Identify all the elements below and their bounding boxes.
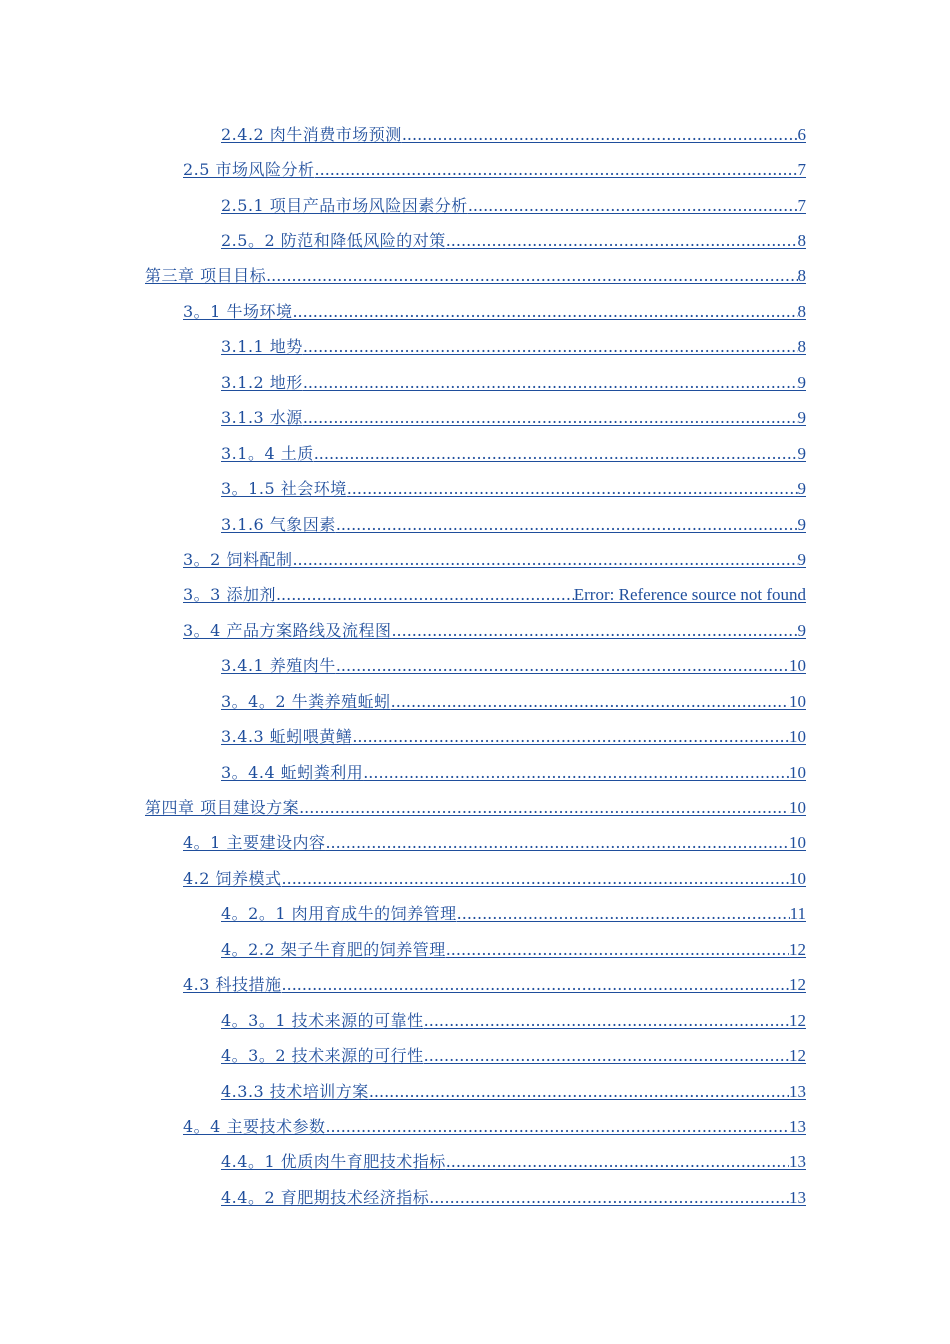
toc-entry xyxy=(0,1180,950,1215)
toc-dot-leader xyxy=(325,1117,789,1137)
toc-entry-link[interactable] xyxy=(221,444,806,464)
toc-entry-page-number: 9 xyxy=(797,443,806,463)
toc-entry-title: 3。2 饲料配制 xyxy=(183,549,293,569)
toc-entry-link[interactable] xyxy=(183,1117,806,1137)
toc-entry xyxy=(0,294,950,329)
toc-entry-link[interactable] xyxy=(221,125,806,145)
toc-entry-page-number: 12 xyxy=(789,1010,806,1030)
toc-entry-page-number: 10 xyxy=(789,833,806,853)
toc-entry-link[interactable] xyxy=(221,727,806,747)
toc-entry-page-number: 9 xyxy=(797,620,806,640)
toc-entry-link[interactable] xyxy=(145,798,806,818)
toc-entry-title: 4.4。2 育肥期技术经济指标 xyxy=(221,1187,430,1207)
toc-entry-page-number: 12 xyxy=(789,1046,806,1066)
toc-entry-page-number: 8 xyxy=(797,266,806,286)
toc-entry xyxy=(0,259,950,294)
toc-entry xyxy=(0,223,950,258)
toc-entry xyxy=(0,1109,950,1144)
toc-entry-title: 第四章 项目建设方案 xyxy=(145,798,300,818)
toc-entry-title: 3.1.2 地形 xyxy=(221,372,303,392)
toc-entry-title: 4。3。1 技术来源的可靠性 xyxy=(221,1010,424,1030)
toc-dot-leader xyxy=(446,231,798,251)
toc-entry xyxy=(0,790,950,825)
toc-entry-page-number: 11 xyxy=(789,904,806,924)
toc-entry xyxy=(0,719,950,754)
table-of-contents xyxy=(0,117,950,1216)
toc-dot-leader xyxy=(446,1152,789,1172)
toc-entry-title: 2.5 市场风险分析 xyxy=(183,160,315,180)
toc-entry-title: 3。4。2 牛粪养殖蚯蚓 xyxy=(221,691,391,711)
toc-entry-title: 第三章 项目目标 xyxy=(145,266,267,286)
toc-entry xyxy=(0,897,950,932)
toc-dot-leader xyxy=(336,656,789,676)
toc-dot-leader xyxy=(299,798,789,818)
toc-entry-link[interactable] xyxy=(183,833,806,853)
toc-entry-link[interactable] xyxy=(221,692,806,712)
toc-entry-page-number: 9 xyxy=(797,549,806,569)
toc-entry-page-number: 7 xyxy=(797,195,806,215)
toc-entry-title: 4。2.2 架子牛育肥的饲养管理 xyxy=(221,939,446,959)
toc-entry-title: 4.3 科技措施 xyxy=(183,975,282,995)
toc-dot-leader xyxy=(429,1188,789,1208)
toc-dot-leader xyxy=(303,337,798,357)
toc-entry-page-number: 9 xyxy=(797,479,806,499)
toc-entry-link[interactable] xyxy=(183,621,806,641)
toc-entry xyxy=(0,401,950,436)
toc-entry-title: 2.5。2 防范和降低风险的对策 xyxy=(221,231,446,251)
toc-entry-link[interactable] xyxy=(183,585,806,605)
toc-entry-page-number: 10 xyxy=(789,798,806,818)
toc-entry xyxy=(0,152,950,187)
toc-entry-page-number: 8 xyxy=(797,301,806,321)
toc-entry-link[interactable] xyxy=(221,196,806,216)
toc-entry-link[interactable] xyxy=(183,975,806,995)
toc-entry xyxy=(0,365,950,400)
toc-entry-link[interactable] xyxy=(221,408,806,428)
toc-entry xyxy=(0,1074,950,1109)
toc-entry-link[interactable] xyxy=(183,302,806,322)
toc-entry xyxy=(0,613,950,648)
toc-entry-link[interactable] xyxy=(183,160,806,180)
toc-entry-link[interactable] xyxy=(221,904,806,924)
toc-entry xyxy=(0,542,950,577)
toc-entry-link[interactable] xyxy=(221,231,806,251)
toc-dot-leader xyxy=(303,373,798,393)
toc-entry xyxy=(0,861,950,896)
toc-entry xyxy=(0,684,950,719)
toc-entry-page-number: 13 xyxy=(789,1187,806,1207)
toc-entry-page-number: 10 xyxy=(789,656,806,676)
toc-entry-page-number: Error: Reference source not found xyxy=(573,585,806,605)
toc-entry-page-number: 12 xyxy=(789,975,806,995)
toc-entry-link[interactable] xyxy=(221,1188,806,1208)
toc-dot-leader xyxy=(282,869,789,889)
toc-dot-leader xyxy=(303,408,798,428)
toc-entry-title: 3。4.4 蚯蚓粪利用 xyxy=(221,762,364,782)
toc-entry-page-number: 9 xyxy=(797,372,806,392)
toc-entry-title: 3.1.6 气象因素 xyxy=(221,514,336,534)
toc-dot-leader xyxy=(314,444,798,464)
toc-entry xyxy=(0,188,950,223)
toc-dot-leader xyxy=(468,196,798,216)
toc-entry-page-number: 8 xyxy=(797,337,806,357)
toc-entry xyxy=(0,968,950,1003)
toc-entry-page-number: 13 xyxy=(789,1152,806,1172)
toc-entry-title: 4。4 主要技术参数 xyxy=(183,1116,326,1136)
toc-entry-page-number: 6 xyxy=(797,124,806,144)
toc-entry-title: 3.4.1 养殖肉牛 xyxy=(221,656,336,676)
toc-entry-title: 3。1 牛场环境 xyxy=(183,301,293,321)
toc-entry-title: 4。3。2 技术来源的可行性 xyxy=(221,1046,424,1066)
toc-dot-leader xyxy=(369,1082,789,1102)
toc-dot-leader xyxy=(347,479,798,499)
toc-entry-link[interactable] xyxy=(221,479,806,499)
toc-entry xyxy=(0,649,950,684)
toc-entry xyxy=(0,471,950,506)
toc-entry-link[interactable] xyxy=(221,763,806,783)
toc-entry-link[interactable] xyxy=(183,869,806,889)
toc-dot-leader xyxy=(352,727,789,747)
toc-dot-leader xyxy=(391,621,797,641)
toc-dot-leader xyxy=(446,940,789,960)
toc-dot-leader xyxy=(292,302,797,322)
toc-entry-title: 4.3.3 技术培训方案 xyxy=(221,1081,369,1101)
toc-entry-link[interactable] xyxy=(221,1152,806,1172)
toc-entry-title: 3.1.1 地势 xyxy=(221,337,303,357)
toc-entry-title: 2.5.1 项目产品市场风险因素分析 xyxy=(221,195,468,215)
toc-entry-link[interactable] xyxy=(145,266,806,286)
toc-dot-leader xyxy=(457,904,790,924)
toc-dot-leader xyxy=(292,550,797,570)
toc-entry-page-number: 10 xyxy=(789,868,806,888)
toc-entry-title: 3。3 添加剂 xyxy=(183,585,276,605)
toc-entry xyxy=(0,1003,950,1038)
toc-entry-title: 3。1.5 社会环境 xyxy=(221,479,347,499)
toc-entry-page-number: 10 xyxy=(789,762,806,782)
toc-entry-link[interactable] xyxy=(221,1046,806,1066)
toc-entry-link[interactable] xyxy=(221,1011,806,1031)
toc-entry-title: 3。4 产品方案路线及流程图 xyxy=(183,620,392,640)
toc-entry-title: 3.1。4 土质 xyxy=(221,443,314,463)
toc-dot-leader xyxy=(363,763,789,783)
toc-entry xyxy=(0,1145,950,1180)
toc-entry-page-number: 10 xyxy=(789,727,806,747)
toc-entry-link[interactable] xyxy=(221,337,806,357)
toc-entry-link[interactable] xyxy=(221,1082,806,1102)
toc-entry xyxy=(0,507,950,542)
toc-entry-title: 3.1.3 水源 xyxy=(221,408,303,428)
toc-dot-leader xyxy=(336,515,798,535)
toc-entry xyxy=(0,330,950,365)
toc-entry-link[interactable] xyxy=(221,656,806,676)
toc-entry xyxy=(0,932,950,967)
toc-entry-page-number: 13 xyxy=(789,1116,806,1136)
toc-entry xyxy=(0,755,950,790)
toc-entry-title: 4.4。1 优质肉牛育肥技术指标 xyxy=(221,1152,446,1172)
toc-entry-page-number: 9 xyxy=(797,514,806,534)
toc-dot-leader xyxy=(315,160,798,180)
toc-entry xyxy=(0,578,950,613)
toc-dot-leader xyxy=(424,1011,789,1031)
toc-entry-title: 4.2 饲养模式 xyxy=(183,868,282,888)
toc-entry-link[interactable] xyxy=(221,940,806,960)
toc-dot-leader xyxy=(424,1046,789,1066)
toc-dot-leader xyxy=(391,692,789,712)
toc-dot-leader xyxy=(266,266,797,286)
toc-dot-leader xyxy=(325,833,789,853)
toc-entry-page-number: 8 xyxy=(797,231,806,251)
toc-entry xyxy=(0,117,950,152)
toc-entry-page-number: 7 xyxy=(797,160,806,180)
toc-entry xyxy=(0,1038,950,1073)
toc-dot-leader xyxy=(402,125,798,145)
toc-entry-title: 2.4.2 肉牛消费市场预测 xyxy=(221,124,402,144)
toc-entry-page-number: 13 xyxy=(789,1081,806,1101)
toc-entry-page-number: 9 xyxy=(797,408,806,428)
toc-entry xyxy=(0,826,950,861)
toc-entry-title: 4。2。1 肉用育成牛的饲养管理 xyxy=(221,904,457,924)
toc-dot-leader xyxy=(282,975,789,995)
toc-entry xyxy=(0,436,950,471)
toc-entry-link[interactable] xyxy=(183,550,806,570)
toc-entry-page-number: 12 xyxy=(789,939,806,959)
toc-entry-link[interactable] xyxy=(221,515,806,535)
toc-entry-page-number: 10 xyxy=(789,691,806,711)
toc-entry-link[interactable] xyxy=(221,373,806,393)
toc-entry-title: 3.4.3 蚯蚓喂黄鳝 xyxy=(221,727,353,747)
toc-entry-title: 4。1 主要建设内容 xyxy=(183,833,326,853)
toc-dot-leader xyxy=(276,585,574,605)
